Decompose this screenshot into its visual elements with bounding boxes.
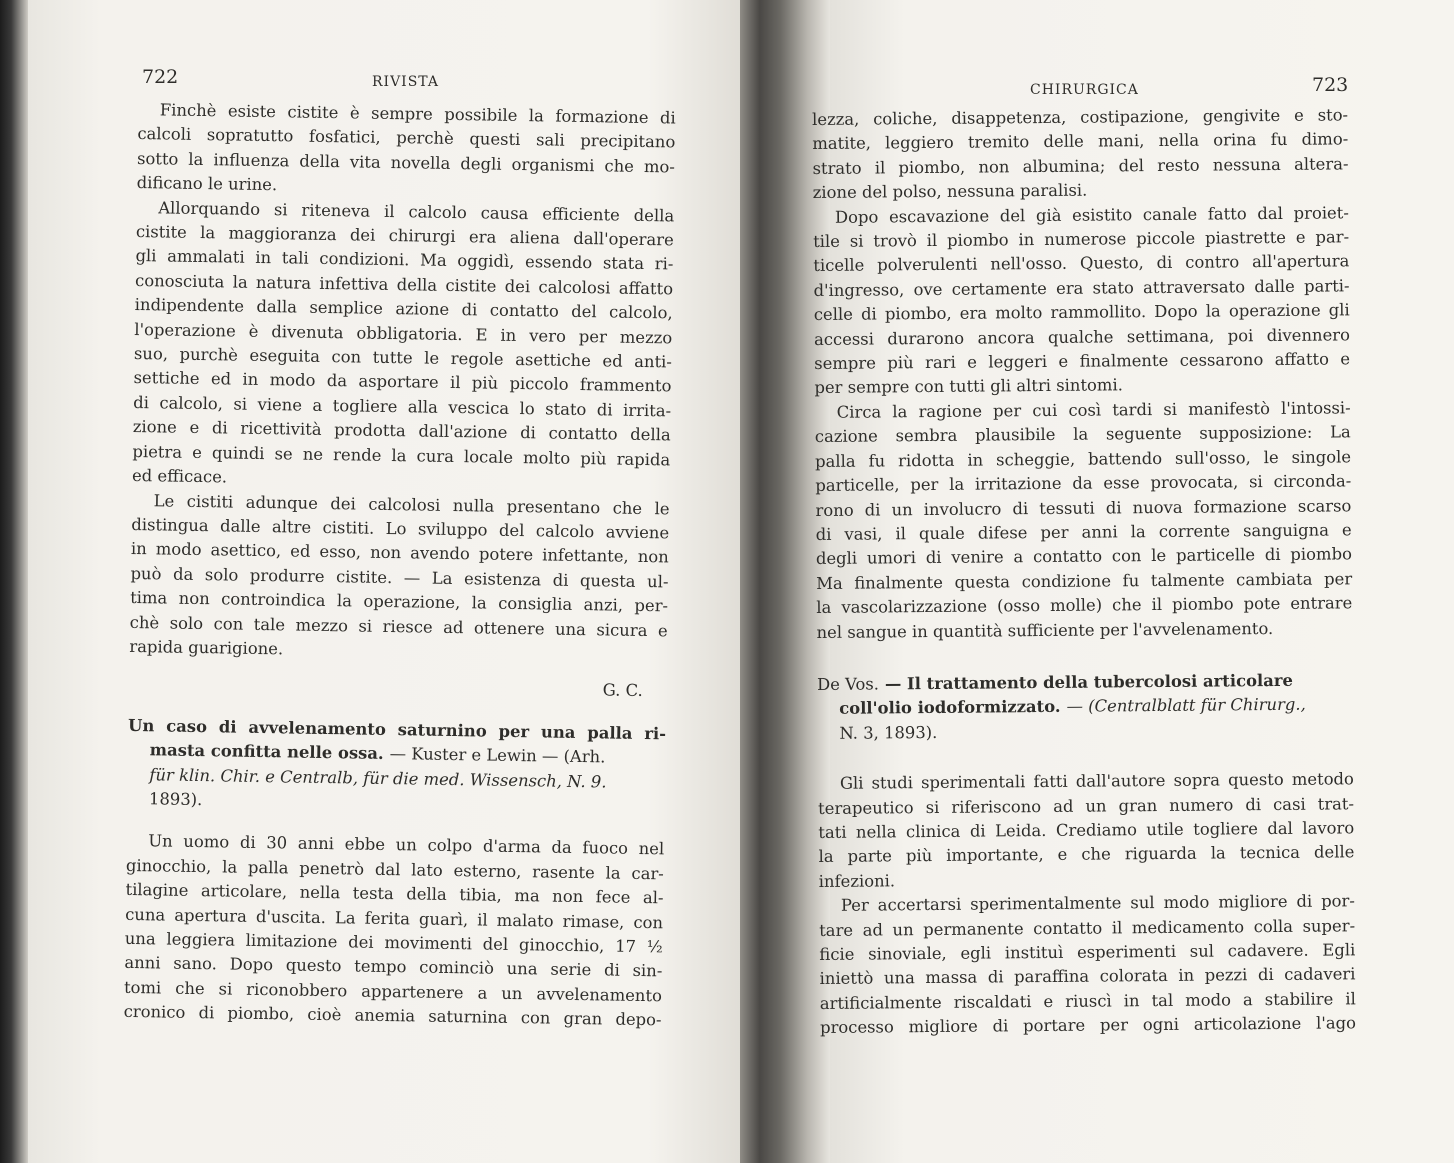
text-line: cronico di piombo, cioè anemia saturnina con gran depo- [123,1002,662,1030]
text-line: una leggiera limitazione dei movimenti del ginocchio, 17 ½ [124,928,663,957]
text-line: tati nella clinica di Leida. Crediamo utile togliere dal lavoro [818,818,1355,842]
text-line: la parte più importante, e che riguarda la tecnica delle [818,842,1355,867]
text-line: anni sano. Dopo questo tempo cominciò una serie di sin- [124,953,663,981]
right-article-heading [817,668,1354,746]
text-line: nel sangue in quantità sufficiente per l'avvelenamento. [816,618,1274,642]
left-paragraph-2 [132,196,675,497]
text-line: ticelle polverulenti nell'osso. Questo, di contro all'apertura [813,251,1350,276]
article-title-line: Un caso di avvelenamento saturnino per una palla ri- [127,715,667,744]
text-line: Ma finalmente questa condizione fu talmente cambiata per [816,569,1353,593]
right-paragraph-5 [819,889,1356,1040]
text-line: tilagine articolare, nella testa della tibia, ma non fece al- [125,880,664,908]
right-page-number: 723 [1312,74,1349,96]
text-line: settiche ed in modo da asportare il più piccolo frammento [133,368,672,396]
text-line: sotto la influenza della vita novella degli organismi che mo- [136,148,676,177]
text-line: artificialmente riscaldati e riuscì in tal modo a stabilire il [819,989,1356,1013]
text-line: palla fu ridotta in scheggie, battendo sull'osso, le singole [814,446,1352,471]
text-line: ginocchio, la palla penetrò dal lato esterno, rasente la car- [125,855,664,884]
text-line: dificano le urine. [136,173,278,195]
left-paragraph-4 [123,829,664,1033]
left-article-heading [127,714,666,820]
right-running-header: CHIRURGICA [1030,82,1139,98]
text-line: cuna apertura d'uscita. La ferita guarì, il malato rimase, con [125,904,664,932]
right-paragraph-3 [815,396,1353,645]
text-line: tare ad un permanente contatto il medicamento colla super- [819,915,1356,940]
text-line: chè solo con tale mezzo si riesce ad ottenere una sicura e [129,612,668,640]
text-line: terapeutico si riferiscono ad un gran numero di casi trat- [818,793,1355,818]
text-line: infezioni. [818,871,896,891]
left-page-body [123,98,675,1033]
text-line: Dopo escavazione del già esistito canale fatto dal proiet- [834,202,1349,227]
article-source: für klin. Chir. e Centralb, für die med. Wissensch, N. 9. [149,764,607,792]
text-line: l'operazione è divenuta obbligatoria. E in vero per mezzo [134,319,673,348]
text-line: zione del polso, nessuna paralisi. [812,180,1088,203]
article-source: — (Centralblatt für Chirurg., [1066,695,1306,717]
text-line: Gli studi sperimentali fatti dall'autore sopra questo metodo [839,769,1354,793]
right-paragraph-4 [818,767,1355,894]
text-line: per sempre con tutti gli altri sintomi. [814,375,1123,398]
text-line: matite, leggiero tremito delle mani, nella orina fu dimo- [812,129,1349,154]
text-line: conosciuta la natura infettiva della cistite dei calcolosi affatto [134,270,674,299]
left-running-header: RIVISTA [372,74,439,90]
book-edge [0,0,28,1163]
text-line: ed efficace. [131,466,228,487]
left-paragraph-3 [129,488,670,667]
text-line: Finchè esiste cistite è sempre possibile la formazione di [159,100,676,128]
text-line: la vascolarizzazione (osso molle) che il piombo pote entrare [816,593,1353,618]
article-author: De Vos. [816,674,879,694]
text-line: degli umori di venire a contatto con le particelle di piombo [815,544,1352,569]
text-line: sempre più rari e leggeri e finalmente cessarono affatto e [814,349,1351,374]
text-line: distingua dalle altre cistiti. Lo sviluppo del calcolo avviene [131,514,670,543]
text-line: gli ammalati in tali condizioni. Ma oggidì, essendo stata ri- [135,246,674,274]
article-title-line [817,693,1353,722]
text-line: suo, purchè eseguita con tutte le regole asettiche ed anti- [133,344,673,372]
text-line: celle di piombo, era molto rammollito. Dopo la operazione gli [813,300,1350,325]
text-line: Un uomo di 30 anni ebbe un colpo d'arma da fuoco nel [148,831,665,859]
text-line: zione e di ricettività prodotta dall'azione di contatto della [132,417,671,445]
text-line: tima non controindica la operazione, la consiglia anzi, per- [130,588,669,616]
right-page-body [812,103,1356,1040]
text-line: tomi che si riconobbero appartenere a un avvelenamento [123,977,663,1006]
text-line: Allorquando si riteneva il calcolo causa efficiente della [158,197,675,226]
text-line: particelle, per la irritazione da esse provocata, si circonda- [815,471,1352,496]
article-source-year: 1893). [148,789,203,810]
text-line: Per accertarsi sperimentalmente sul modo migliore di por- [840,891,1355,915]
text-line: Circa la ragione per cui così tardi si manifestò l'intossi- [836,398,1351,422]
left-page-number: 722 [142,66,179,88]
left-paragraph-1 [136,98,675,204]
article-authors: — Kuster e Lewin — (Arh. [389,744,606,767]
text-line: strato il piombo, non albumina; del resto nessuna altera- [812,154,1349,178]
text-line: accessi durarono ancora qualche settimana, poi divennero [813,324,1351,349]
article-title: — Il trattamento della tubercolosi articolare [884,670,1293,694]
text-line: cistite la maggioranza dei chirurgi era aliena dall'operare [135,222,674,250]
article-source-year: N. 3, 1893). [839,722,938,743]
text-line: d'ingresso, ove certamente era stato attraversato dalle parti- [813,276,1350,300]
text-line: iniettò una massa di paraffina colorata in pezzi di cadaveri [819,964,1356,989]
text-line: di calcolo, si viene a togliere alla vescica lo stato di irrita- [133,392,672,421]
text-line: rono di un involucro di tessuti di nuova formazione scarso [815,495,1352,520]
right-paragraph-1 [812,103,1349,205]
text-line: lezza, coliche, disappetenza, costipazione, gengivite e sto- [812,105,1349,129]
text-line: può da solo produrre cistite. — La esistenza di questa ul- [130,563,669,592]
right-paragraph-2 [813,201,1351,401]
text-line: pietra e quindi se ne rende la cura locale molto più rapida [132,441,671,470]
text-line: Le cistiti adunque dei calcolosi nulla presentano che le [153,490,670,518]
author-signature: G. C. [602,680,643,701]
article-title-end: coll'olio iodoformizzato. [839,697,1061,719]
text-line: ficie sinoviale, egli instituì esperimenti sul cadavere. Egli [819,940,1356,964]
text-line: di vasi, il quale difese per anni la corrente sanguigna e [815,520,1352,544]
article-title-end: masta confitta nelle ossa. [149,740,384,764]
text-line: rapida guarigione. [129,636,284,659]
text-line: tile si trovò il piombo in numerose piccole piastrette e par- [813,227,1350,252]
text-line: processo migliore di portare per ogni articolazione l'ago [819,1013,1357,1038]
text-line: in modo asettico, ed esso, non avendo potere infettante, non [130,539,669,567]
text-line: indipendente dalla semplice azione di contatto del calcolo, [134,295,673,323]
text-line: cazione sembra plausibile la seguente supposizione: La [814,422,1351,447]
text-line: calcoli sopratutto fosfatici, perchè questi sali precipitano [137,124,676,152]
